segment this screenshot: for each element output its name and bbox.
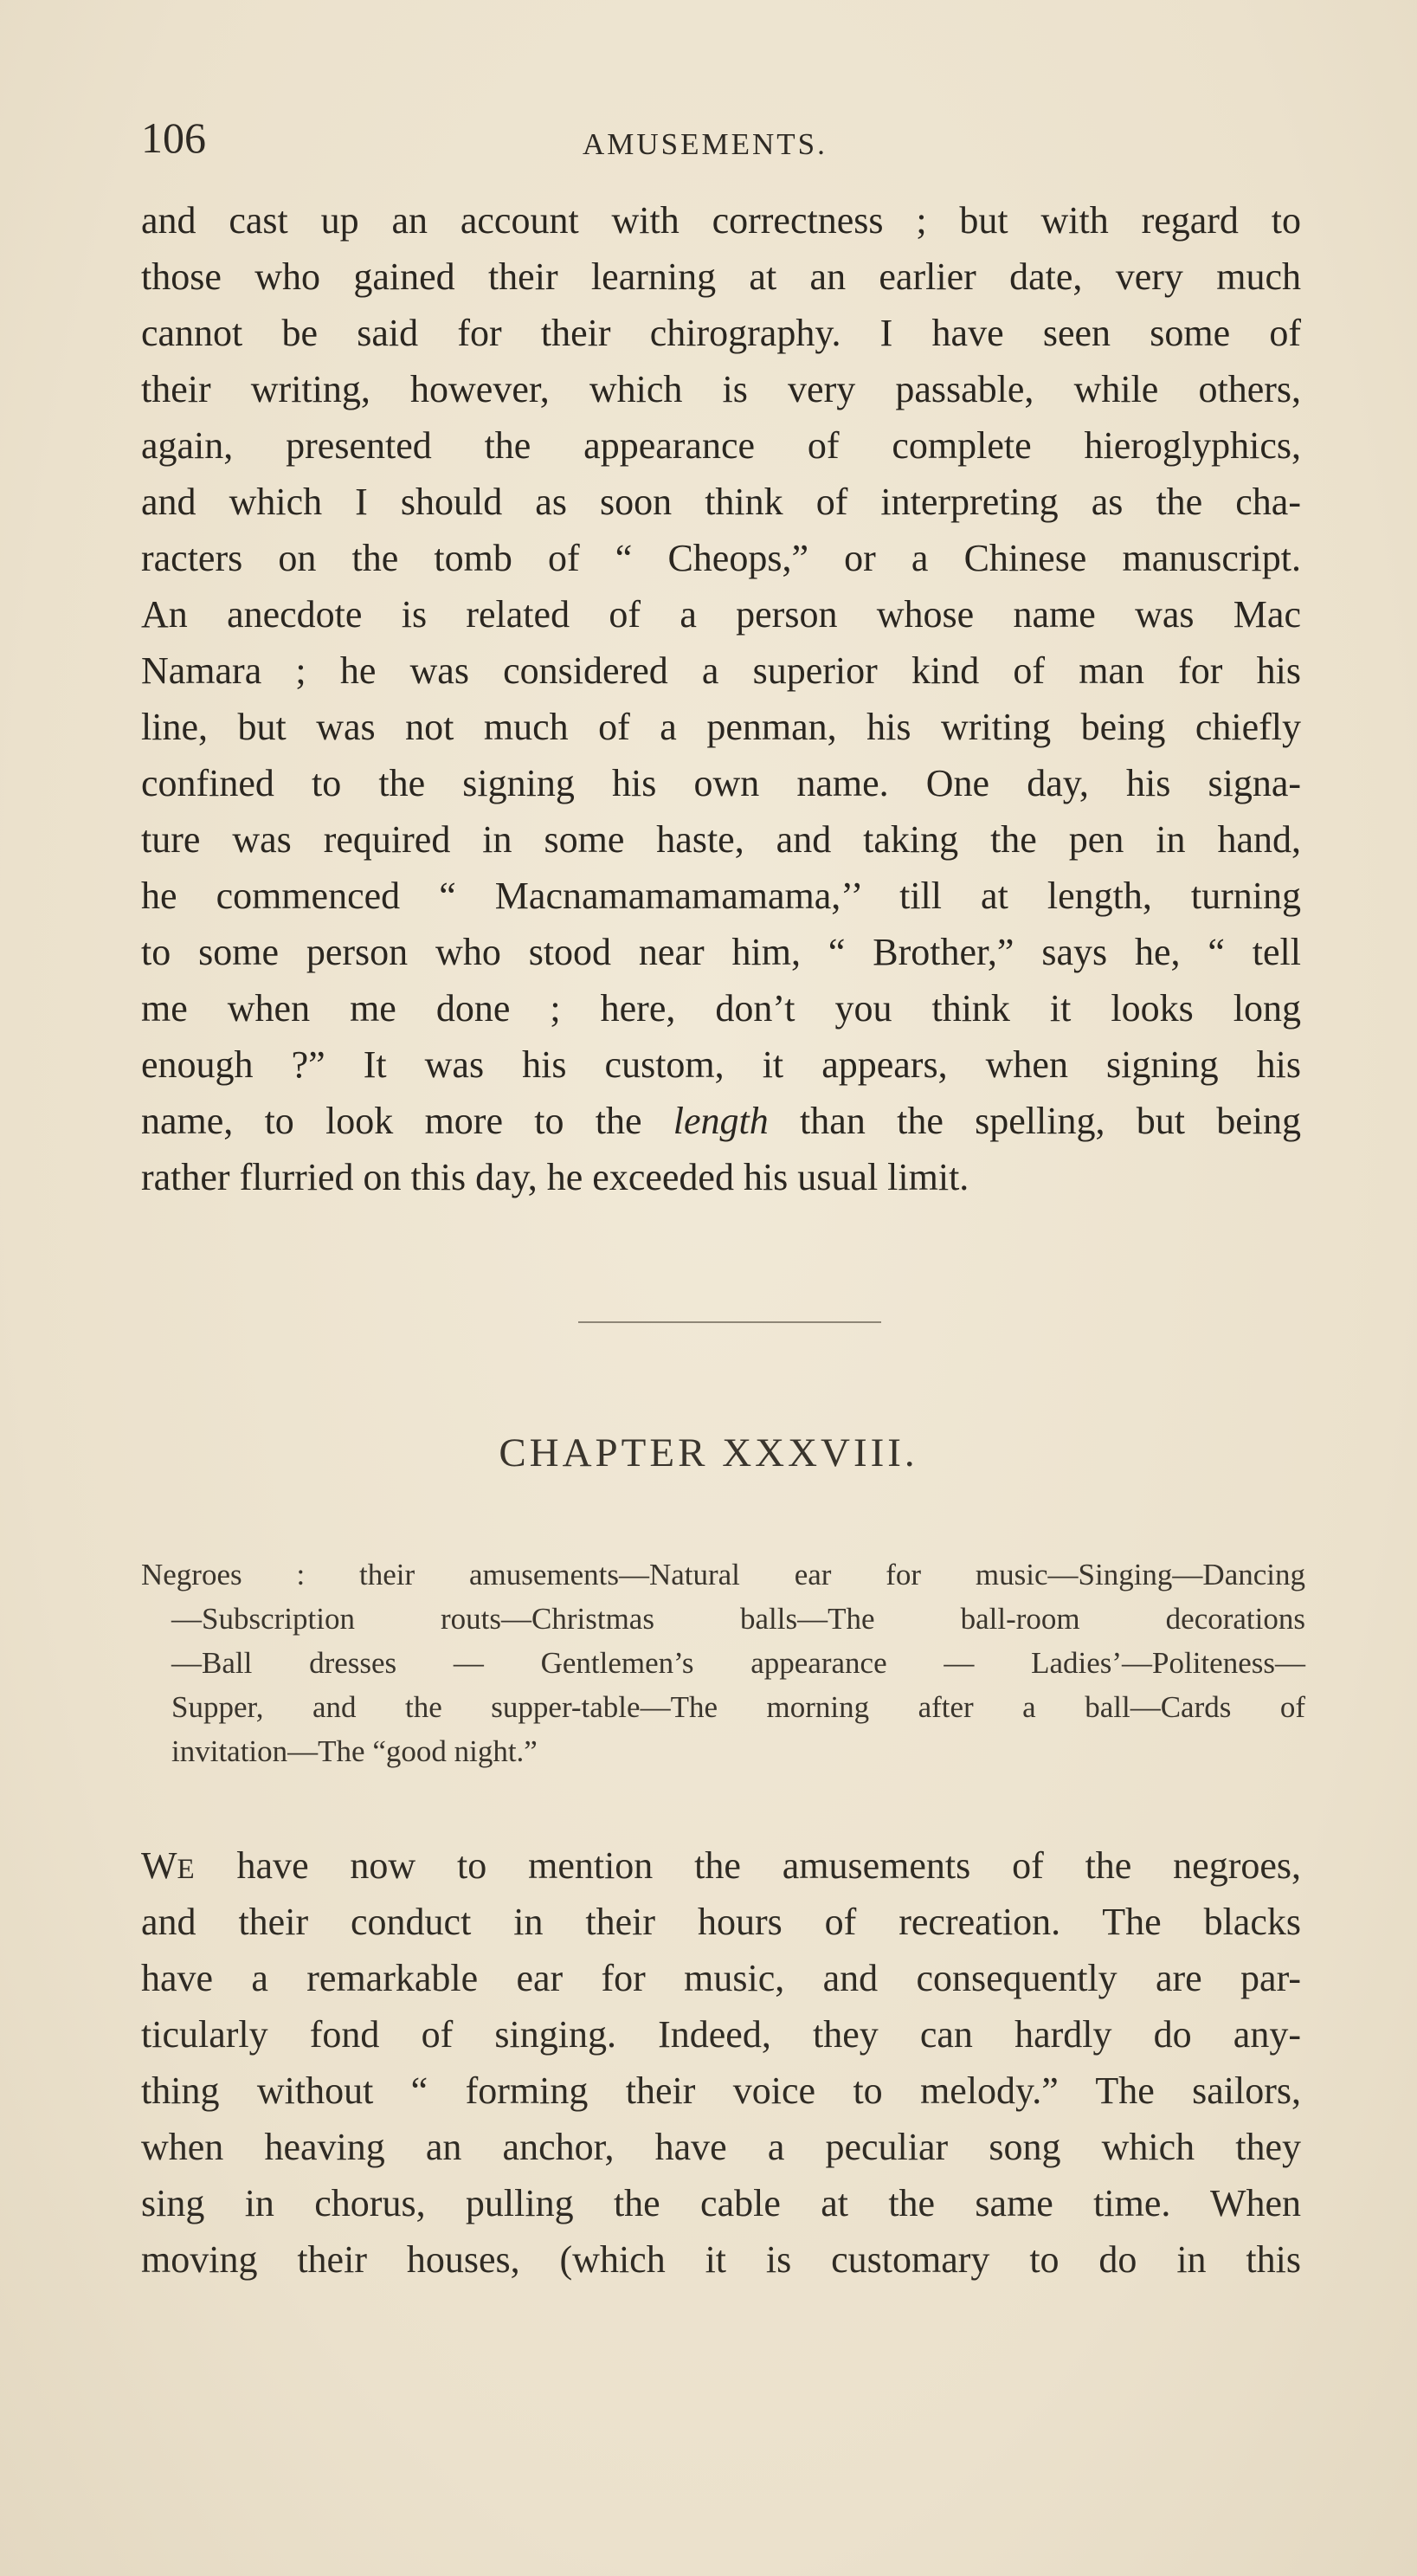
text-line: again, presented the appearance of complete hieroglyphics, xyxy=(141,424,1301,467)
text-line: cannot be said for their chirography. I have seen some of xyxy=(141,312,1301,354)
running-head: AMUSEMENTS. xyxy=(583,127,828,161)
text-line: moving their houses, (which it is customary to do in this xyxy=(141,2238,1301,2281)
initial-letter: W xyxy=(141,1844,177,1887)
initial-smallcaps: E xyxy=(177,1854,196,1885)
text-line: thing without “ forming their voice to melody.” The sailors, xyxy=(141,2069,1301,2112)
synopsis-line: invitation—The “good night.” xyxy=(171,1734,538,1768)
text-line: and their conduct in their hours of recreation. The blacks xyxy=(141,1901,1301,1943)
text-segment: have now to mention the amusements of the negroes, xyxy=(195,1844,1301,1887)
text-line: to some person who stood near him, “ Brother,” says he, “ tell xyxy=(141,931,1301,973)
paragraph-2 xyxy=(141,1837,1301,2288)
text-line: line, but was not much of a penman, his writing being chiefly xyxy=(141,706,1301,748)
text-line: ture was required in some haste, and taking the pen in hand, xyxy=(141,818,1301,861)
synopsis-line: Supper, and the supper-table—The morning after a ball—Cards of xyxy=(171,1690,1305,1724)
text-line: have a remarkable ear for music, and consequently are par- xyxy=(141,1957,1301,1999)
synopsis-line: —Ball dresses — Gentlemen’s appearance — Ladies’—Politeness— xyxy=(171,1646,1305,1680)
text-line: enough ?” It was his custom, it appears, when signing his xyxy=(141,1043,1301,1086)
text-line: An anecdote is related of a person whose name was Mac xyxy=(141,593,1301,636)
text-segment: than the spelling, but being xyxy=(768,1100,1301,1142)
text-line-with-italic xyxy=(141,1093,1301,1149)
text-line: confined to the signing his own name. One day, his signa- xyxy=(141,762,1301,804)
page-number: 106 xyxy=(141,113,206,162)
text-line: racters on the tomb of “ Cheops,” or a Chinese manuscript. xyxy=(141,537,1301,579)
text-line: rather flurried on this day, he exceeded his usual limit. xyxy=(141,1156,969,1198)
text-line: sing in chorus, pulling the cable at the same time. When xyxy=(141,2182,1301,2224)
text-line: when heaving an anchor, have a peculiar song which they xyxy=(141,2126,1301,2168)
text-line: those who gained their learning at an earlier date, very much xyxy=(141,255,1301,298)
text-line: ticularly fond of singing. Indeed, they can hardly do any- xyxy=(141,2013,1301,2056)
text-line: Namara ; he was considered a superior kind of man for his xyxy=(141,649,1301,692)
synopsis-line: Negroes : their amusements—Natural ear for music—Singing—Dancing xyxy=(141,1558,1305,1591)
chapter-synopsis xyxy=(141,1553,1305,1773)
paragraph-1 xyxy=(141,192,1301,1205)
italic-word: length xyxy=(673,1100,769,1142)
text-line xyxy=(141,1837,1301,1894)
text-line: he commenced “ Macnamamamamama,’’ till at length, turning xyxy=(141,875,1301,917)
section-divider xyxy=(578,1321,881,1323)
text-line: me when me done ; here, don’t you think it looks long xyxy=(141,987,1301,1030)
text-segment: name, to look more to the xyxy=(141,1100,673,1142)
page-header xyxy=(141,113,1292,173)
synopsis-line: —Subscription routs—Christmas balls—The ball-room decorations xyxy=(171,1602,1305,1636)
text-line: and cast up an account with correctness ; but with regard to xyxy=(141,199,1301,242)
chapter-title: CHAPTER XXXVIII. xyxy=(499,1430,918,1475)
text-line: their writing, however, which is very passable, while others, xyxy=(141,368,1301,410)
text-line: and which I should as soon think of interpreting as the cha- xyxy=(141,481,1301,523)
